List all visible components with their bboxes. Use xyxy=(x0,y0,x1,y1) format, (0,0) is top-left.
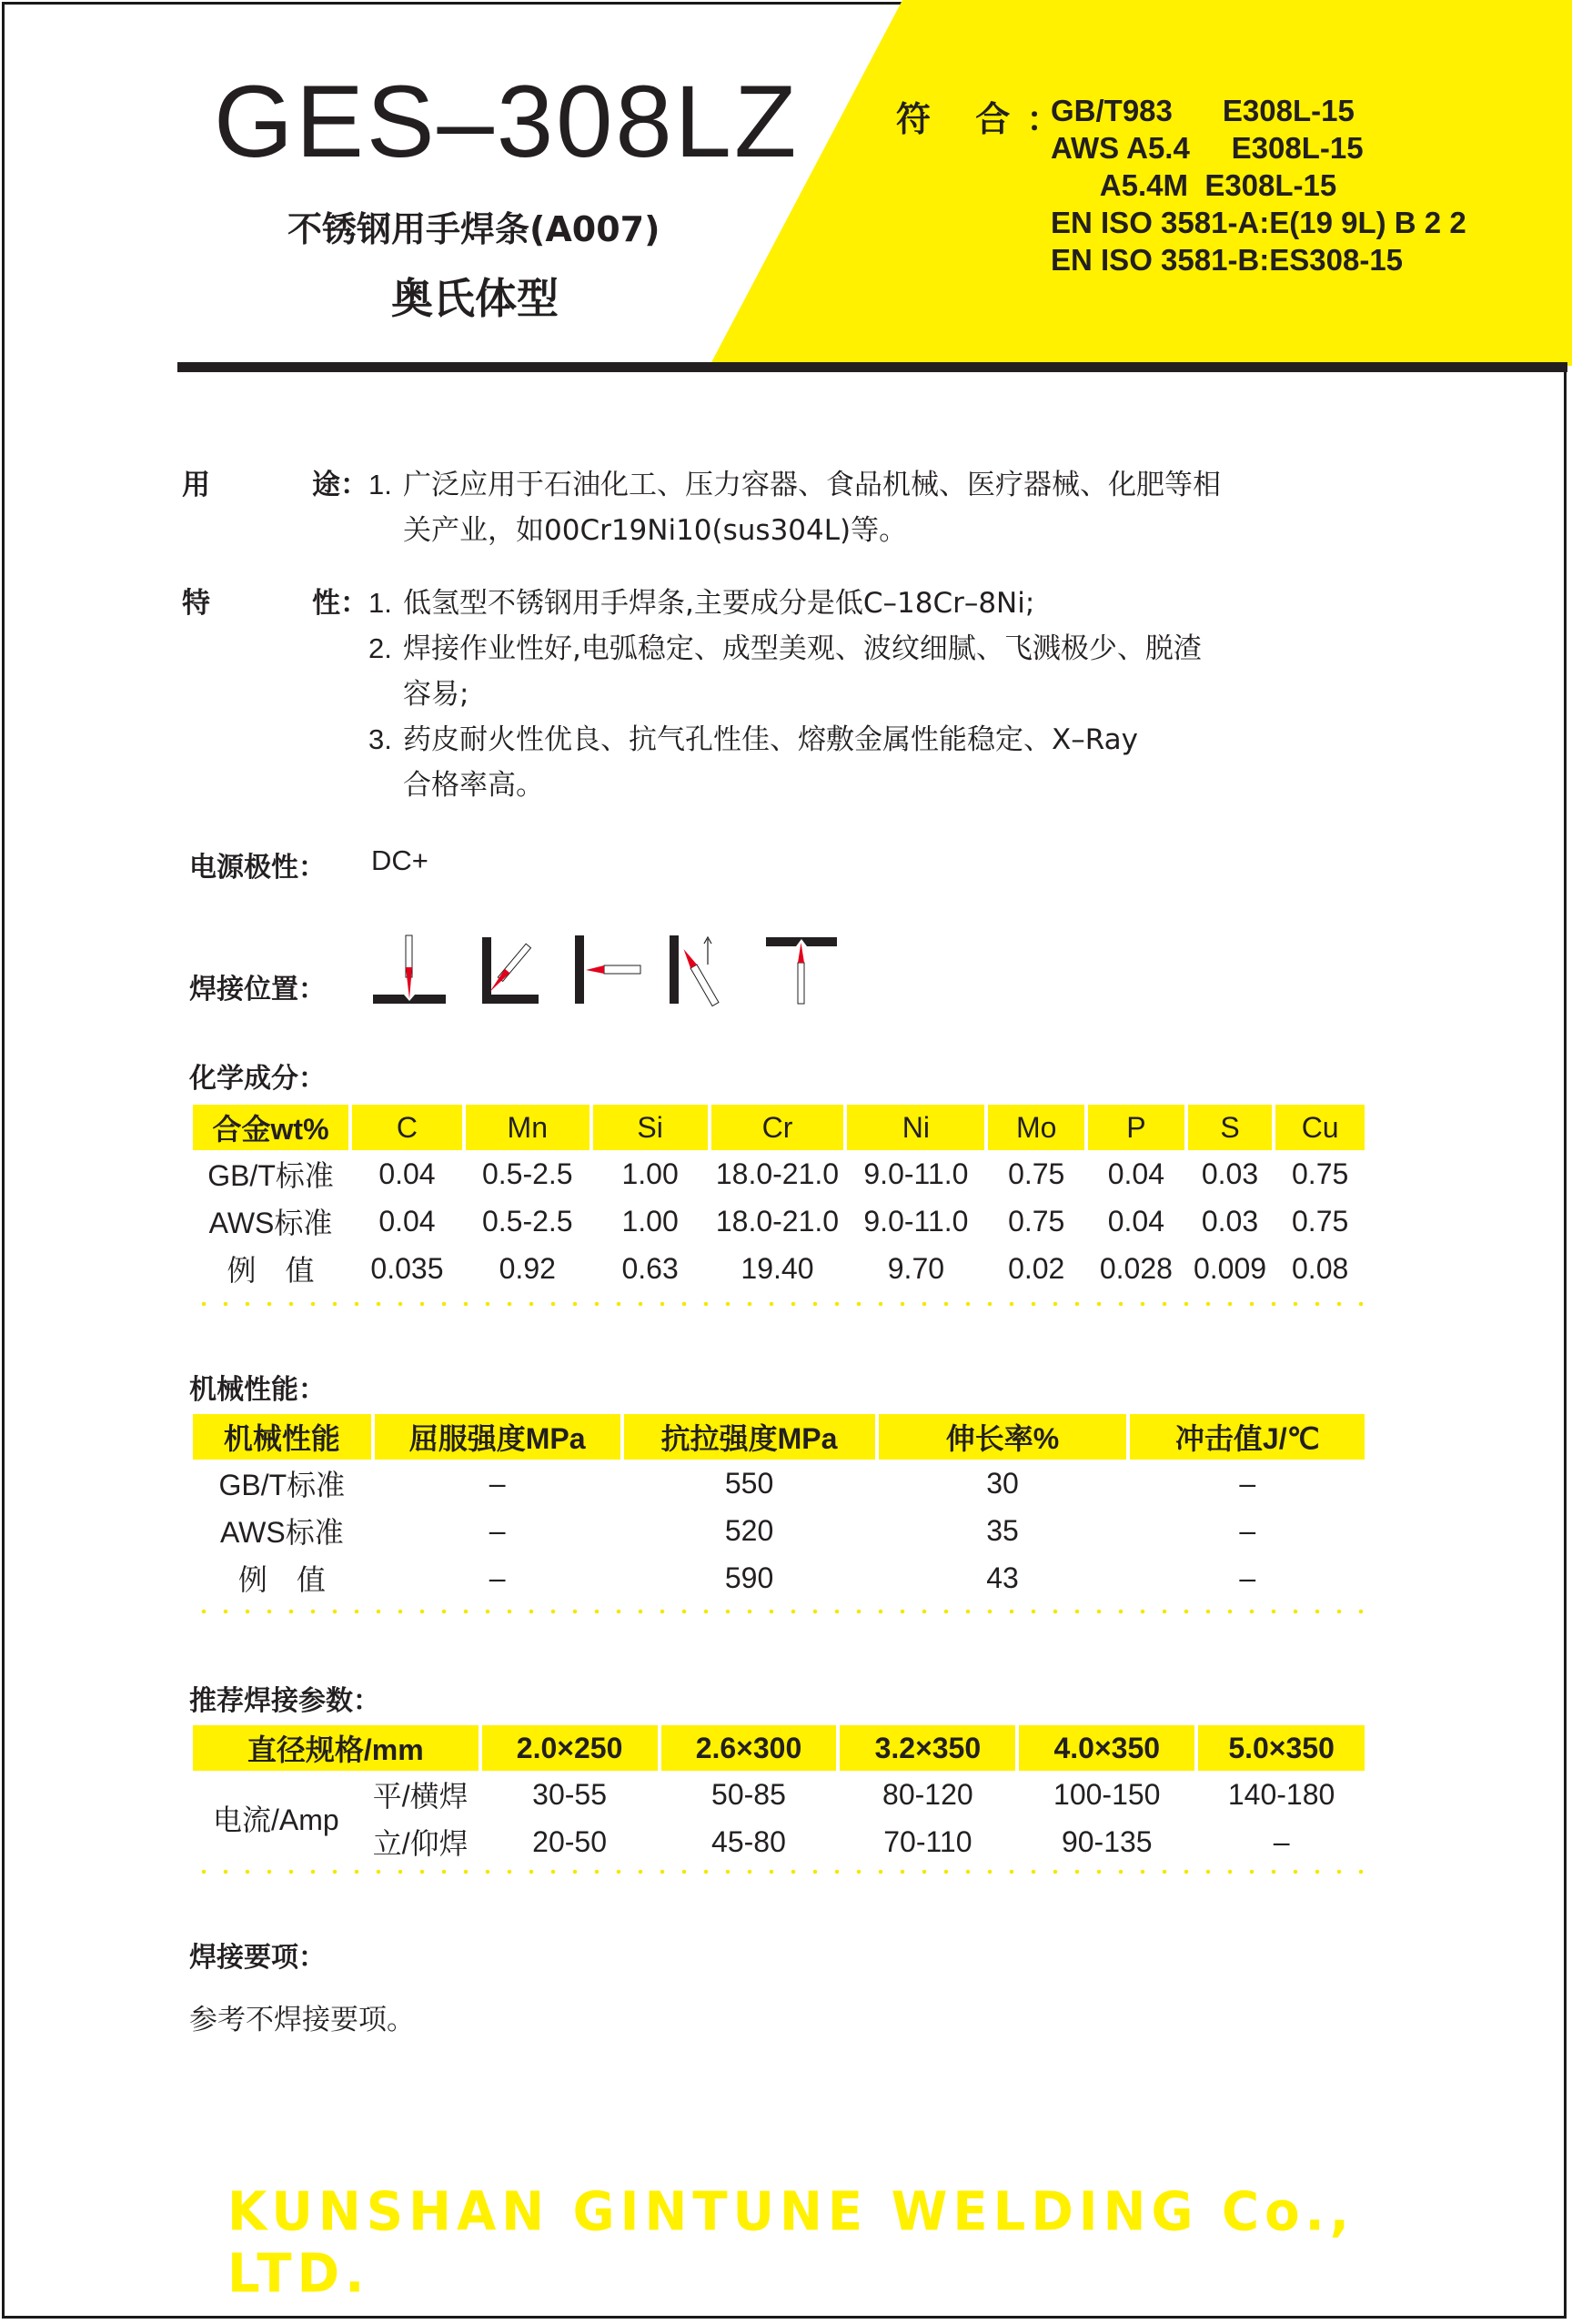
standard-item: EN ISO 3581-A:E(19 9L) B 2 2 xyxy=(1051,206,1466,239)
item-line: 容易; xyxy=(403,678,469,711)
welding-positions xyxy=(364,928,855,1019)
table-row xyxy=(193,1245,1365,1292)
table-cell: 0.75 xyxy=(1292,1157,1349,1190)
table-cell: 0.028 xyxy=(1099,1251,1173,1285)
table-cell: 0.009 xyxy=(1193,1251,1267,1285)
usage-label xyxy=(182,462,368,553)
table-cell: 20-50 xyxy=(532,1824,607,1858)
usage-label-a: 用 xyxy=(182,469,210,501)
column-header: 合金wt% xyxy=(193,1105,348,1150)
standard-item: GB/T983 E308L-15 xyxy=(1051,94,1355,127)
flat-position-icon xyxy=(373,935,446,1004)
usage-item xyxy=(368,462,1365,553)
mechanical-table xyxy=(189,1414,1368,1602)
column-header: 5.0×350 xyxy=(1198,1725,1365,1771)
table-header-row xyxy=(193,1105,1365,1150)
features-label-b: 性： xyxy=(312,587,368,620)
column-header: Mo xyxy=(988,1105,1084,1150)
table-cell: 0.035 xyxy=(370,1251,444,1285)
item-number: 1. xyxy=(368,469,392,500)
table-row xyxy=(193,1507,1365,1554)
table-cell: 0.92 xyxy=(499,1251,556,1285)
table-cell: 520 xyxy=(724,1513,774,1547)
table-cell: 1.00 xyxy=(621,1204,679,1238)
table-cell: 18.0-21.0 xyxy=(715,1204,840,1238)
table-cell: 50-85 xyxy=(711,1777,786,1811)
column-header: Cr xyxy=(711,1105,844,1150)
item-number: 1. xyxy=(368,587,392,619)
table-cell: 0.03 xyxy=(1201,1204,1259,1238)
vertical-up-position-icon xyxy=(670,935,719,1006)
table-cell: – xyxy=(1239,1513,1256,1547)
table-cell: 550 xyxy=(724,1466,774,1500)
table-cell: – xyxy=(489,1561,506,1594)
table-cell: 9.0-11.0 xyxy=(863,1204,969,1238)
column-header: 直径规格/mm xyxy=(193,1725,479,1771)
item-line: 关产业，如00Cr19Ni10(sus304L)等。 xyxy=(403,514,908,547)
params-table xyxy=(189,1725,1368,1865)
table-cell: 80-120 xyxy=(882,1777,973,1811)
table-cell: 0.02 xyxy=(1008,1251,1065,1285)
notes-title: 焊接要项： xyxy=(189,1942,326,1974)
table-cell: 90-135 xyxy=(1061,1824,1153,1858)
polarity-value: DC+ xyxy=(371,844,428,876)
standard-item: A5.4M E308L-15 xyxy=(1051,168,1337,202)
table-row xyxy=(193,1818,1365,1865)
item-line: 药皮耐火性优良、抗气孔性佳、熔敷金属性能稳定、X–Ray xyxy=(403,723,1138,756)
dotted-divider xyxy=(193,1869,1366,1874)
table-row xyxy=(193,1460,1365,1507)
table-cell: 9.70 xyxy=(887,1251,945,1285)
row-label: AWS标准 xyxy=(219,1516,344,1549)
column-header: 2.6×300 xyxy=(661,1725,837,1771)
table-cell: 140-180 xyxy=(1227,1777,1335,1811)
table-cell: 0.63 xyxy=(621,1251,679,1285)
row-label: 例 值 xyxy=(227,1254,315,1287)
column-header: Ni xyxy=(847,1105,984,1150)
table-cell: 0.04 xyxy=(378,1157,436,1190)
column-header: 冲击值J/℃ xyxy=(1130,1414,1365,1460)
row-label: 电流/Amp xyxy=(213,1804,339,1836)
feature-item xyxy=(368,717,1365,808)
features-label xyxy=(182,581,368,808)
dotted-divider xyxy=(193,1609,1366,1614)
table-cell: 70-110 xyxy=(883,1824,972,1858)
table-cell: 590 xyxy=(724,1561,774,1594)
mechanical-title: 机械性能： xyxy=(189,1374,326,1406)
column-header: 抗拉强度MPa xyxy=(624,1414,875,1460)
row-label: AWS标准 xyxy=(208,1207,333,1239)
table-cell: – xyxy=(1273,1824,1290,1858)
row-label: GB/T标准 xyxy=(207,1159,334,1192)
table-cell: 18.0-21.0 xyxy=(715,1157,840,1190)
header-divider xyxy=(177,362,1567,372)
item-line: 合格率高。 xyxy=(403,769,544,802)
table-header-row xyxy=(193,1725,1365,1771)
polarity-label: 电源极性： xyxy=(189,852,326,884)
standards-list xyxy=(1051,92,1466,278)
item-line: 低氢型不锈钢用手焊条,主要成分是低C–18Cr–8Ni; xyxy=(403,587,1035,620)
table-cell: 0.5-2.5 xyxy=(481,1157,573,1190)
table-cell: 0.75 xyxy=(1008,1157,1065,1190)
column-header: Mn xyxy=(466,1105,590,1150)
table-cell: 9.0-11.0 xyxy=(863,1157,969,1190)
table-cell: – xyxy=(1239,1561,1256,1594)
notes-text: 参考不焊接要项。 xyxy=(189,2004,415,2036)
item-number: 2. xyxy=(368,632,392,664)
company-name: KUNSHAN GINTUNE WELDING Co., LTD. xyxy=(227,2180,1355,2306)
horizontal-position-icon xyxy=(575,935,640,1004)
column-header: 2.0×250 xyxy=(482,1725,658,1771)
table-cell: 0.03 xyxy=(1201,1157,1259,1190)
row-label: 例 值 xyxy=(237,1563,326,1596)
table-cell: – xyxy=(1239,1466,1256,1500)
item-line: 广泛应用于石油化工、压力容器、食品机械、医疗器械、化肥等相 xyxy=(403,469,1221,501)
usage-section xyxy=(182,462,1365,553)
table-cell: 0.5-2.5 xyxy=(481,1204,573,1238)
table-cell: – xyxy=(489,1466,506,1500)
table-cell: 0.08 xyxy=(1292,1251,1349,1285)
params-title: 推荐焊接参数： xyxy=(189,1685,380,1717)
positions-label: 焊接位置： xyxy=(189,974,326,1005)
table-row xyxy=(193,1197,1365,1245)
column-header: Cu xyxy=(1275,1105,1365,1150)
position-label: 平/横焊 xyxy=(372,1780,469,1813)
usage-label-b: 途： xyxy=(312,469,368,501)
standard-item: AWS A5.4 E308L-15 xyxy=(1051,131,1364,165)
table-cell: 19.40 xyxy=(741,1251,814,1285)
feature-item xyxy=(368,626,1365,717)
table-cell: 100-150 xyxy=(1053,1777,1161,1811)
position-label: 立/仰焊 xyxy=(372,1827,469,1860)
conform-label: 符 合： xyxy=(896,99,1078,139)
dotted-divider xyxy=(193,1301,1366,1307)
column-header: 3.2×350 xyxy=(840,1725,1015,1771)
table-cell: 30-55 xyxy=(532,1777,607,1811)
table-row xyxy=(193,1771,1365,1818)
row-label: GB/T标准 xyxy=(218,1469,346,1501)
table-cell: 43 xyxy=(986,1561,1019,1594)
table-cell: 45-80 xyxy=(711,1824,786,1858)
table-cell: 1.00 xyxy=(621,1157,679,1190)
item-line: 焊接作业性好,电弧稳定、成型美观、波纹细腻、飞溅极少、脱渣 xyxy=(403,632,1202,665)
table-header-row xyxy=(193,1414,1365,1460)
column-header: P xyxy=(1088,1105,1184,1150)
product-type: 奥氏体型 xyxy=(391,274,559,323)
table-cell: 0.04 xyxy=(1107,1204,1165,1238)
column-header: S xyxy=(1188,1105,1273,1150)
column-header: 4.0×350 xyxy=(1019,1725,1194,1771)
table-row xyxy=(193,1554,1365,1602)
item-number: 3. xyxy=(368,723,392,755)
column-header: 屈服强度MPa xyxy=(375,1414,620,1460)
column-header: C xyxy=(352,1105,462,1150)
table-cell: 0.75 xyxy=(1008,1204,1065,1238)
features-label-a: 特 xyxy=(182,587,210,620)
table-row xyxy=(193,1150,1365,1197)
horizontal-fillet-icon xyxy=(482,937,539,1004)
column-header: 机械性能 xyxy=(193,1414,371,1460)
table-cell: 0.75 xyxy=(1292,1204,1349,1238)
overhead-position-icon xyxy=(766,937,837,1004)
table-cell: 35 xyxy=(986,1513,1019,1547)
chemical-table xyxy=(189,1105,1368,1292)
features-section xyxy=(182,581,1365,808)
column-header: Si xyxy=(593,1105,708,1150)
standard-item: EN ISO 3581-B:ES308-15 xyxy=(1051,243,1404,277)
table-cell: 30 xyxy=(986,1466,1019,1500)
column-header: 伸长率% xyxy=(879,1414,1127,1460)
feature-item xyxy=(368,581,1365,626)
model-title: GES–308LZ xyxy=(214,65,800,178)
table-cell: 0.04 xyxy=(1107,1157,1165,1190)
chemical-title: 化学成分： xyxy=(189,1063,326,1095)
product-subtitle: 不锈钢用手焊条(A007) xyxy=(287,209,660,249)
table-cell: 0.04 xyxy=(378,1204,436,1238)
table-cell: – xyxy=(489,1513,506,1547)
